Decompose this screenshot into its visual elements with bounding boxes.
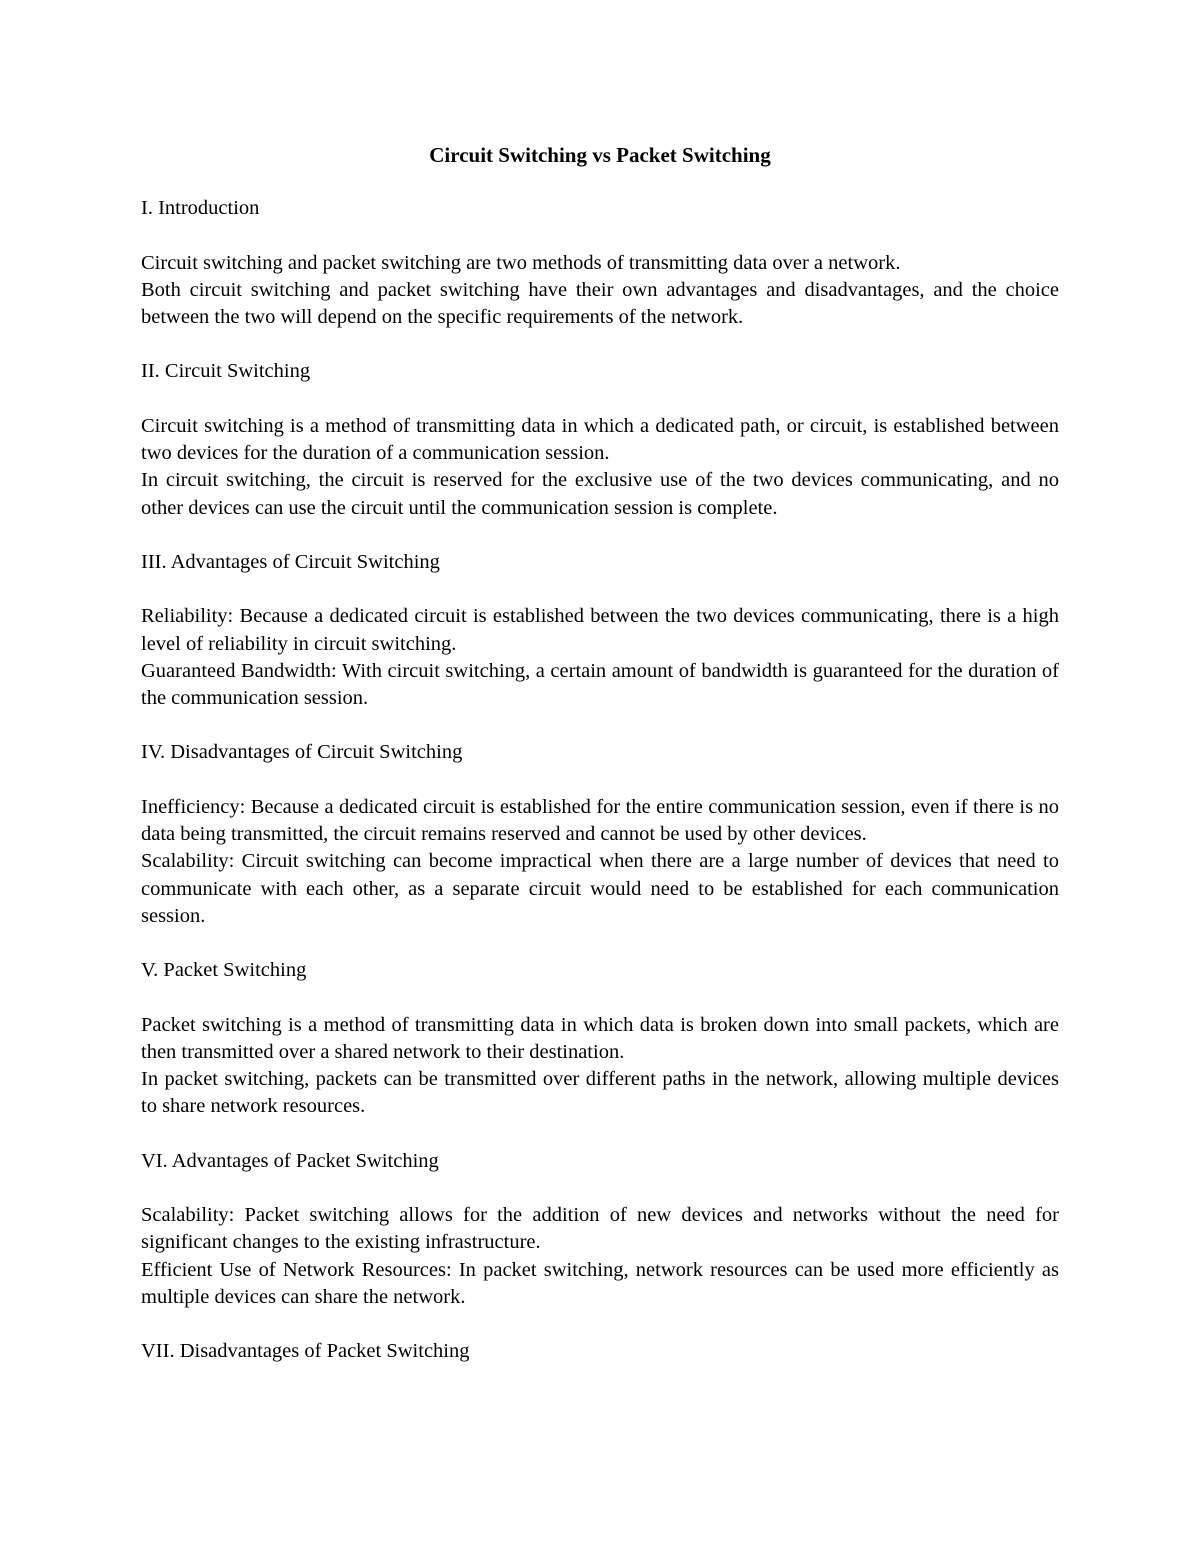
section-text bbox=[141, 794, 1059, 930]
section-disadvantages-circuit-switching bbox=[141, 739, 1059, 930]
section-packet-switching bbox=[141, 957, 1059, 1120]
section-heading: V. Packet Switching bbox=[141, 959, 307, 982]
paragraph: Reliability: Because a dedicated circuit is established between the two devices communicating, there is a high level of reliability in circuit switching. bbox=[141, 605, 1059, 655]
section-circuit-switching bbox=[141, 358, 1059, 521]
section-advantages-packet-switching bbox=[141, 1148, 1059, 1311]
section-heading: I. Introduction bbox=[141, 197, 260, 220]
section-heading: VI. Advantages of Packet Switching bbox=[141, 1149, 439, 1172]
section-text bbox=[141, 250, 1059, 332]
paragraph: In circuit switching, the circuit is reserved for the exclusive use of the two devices communicating, and no other devices can use the circuit until the communication session is complete. bbox=[141, 469, 1059, 519]
paragraph: Scalability: Circuit switching can become impractical when there are a large number of devices that need to communicate with each other, as a separate circuit would need to be established for each communication session. bbox=[141, 850, 1059, 927]
paragraph: Inefficiency: Because a dedicated circuit is established for the entire communication session, even if there is no data being transmitted, the circuit remains reserved and cannot be used by other devices. bbox=[141, 795, 1059, 846]
paragraph: Scalability: Packet switching allows for the addition of new devices and networks without the need for significant changes to the existing infrastructure. bbox=[141, 1204, 1059, 1254]
section-heading: II. Circuit Switching bbox=[141, 360, 311, 383]
section-advantages-circuit-switching bbox=[141, 549, 1059, 712]
document-title: Circuit Switching vs Packet Switching bbox=[429, 143, 771, 167]
section-heading: III. Advantages of Circuit Switching bbox=[141, 550, 440, 573]
section-text bbox=[141, 603, 1059, 712]
section-introduction bbox=[141, 195, 1059, 331]
section-text bbox=[141, 1202, 1059, 1311]
paragraph: Both circuit switching and packet switching have their own advantages and disadvantages, and the choice between the two will depend on the specific requirements of the network. bbox=[141, 278, 1059, 329]
section-disadvantages-packet-switching bbox=[141, 1338, 1059, 1365]
paragraph: Circuit switching is a method of transmitting data in which a dedicated path, or circuit, is established between two devices for the duration of a communication session. bbox=[141, 414, 1059, 465]
paragraph: Packet switching is a method of transmitting data in which data is broken down into small packets, which are then transmitted over a shared network to their destination. bbox=[141, 1013, 1059, 1063]
paragraph: Efficient Use of Network Resources: In packet switching, network resources can be used more efficiently as multiple devices can share the network. bbox=[141, 1258, 1059, 1308]
document-body bbox=[141, 142, 1059, 1393]
section-heading: VII. Disadvantages of Packet Switching bbox=[141, 1340, 470, 1363]
section-text bbox=[141, 413, 1059, 522]
paragraph: Circuit switching and packet switching are two methods of transmitting data over a network. bbox=[141, 251, 901, 274]
section-text bbox=[141, 1012, 1059, 1121]
paragraph: In packet switching, packets can be transmitted over different paths in the network, allowing multiple devices to share network resources. bbox=[141, 1068, 1059, 1118]
paragraph: Guaranteed Bandwidth: With circuit switching, a certain amount of bandwidth is guaranteed for the duration of the communication session. bbox=[141, 659, 1059, 710]
section-heading: IV. Disadvantages of Circuit Switching bbox=[141, 741, 463, 764]
